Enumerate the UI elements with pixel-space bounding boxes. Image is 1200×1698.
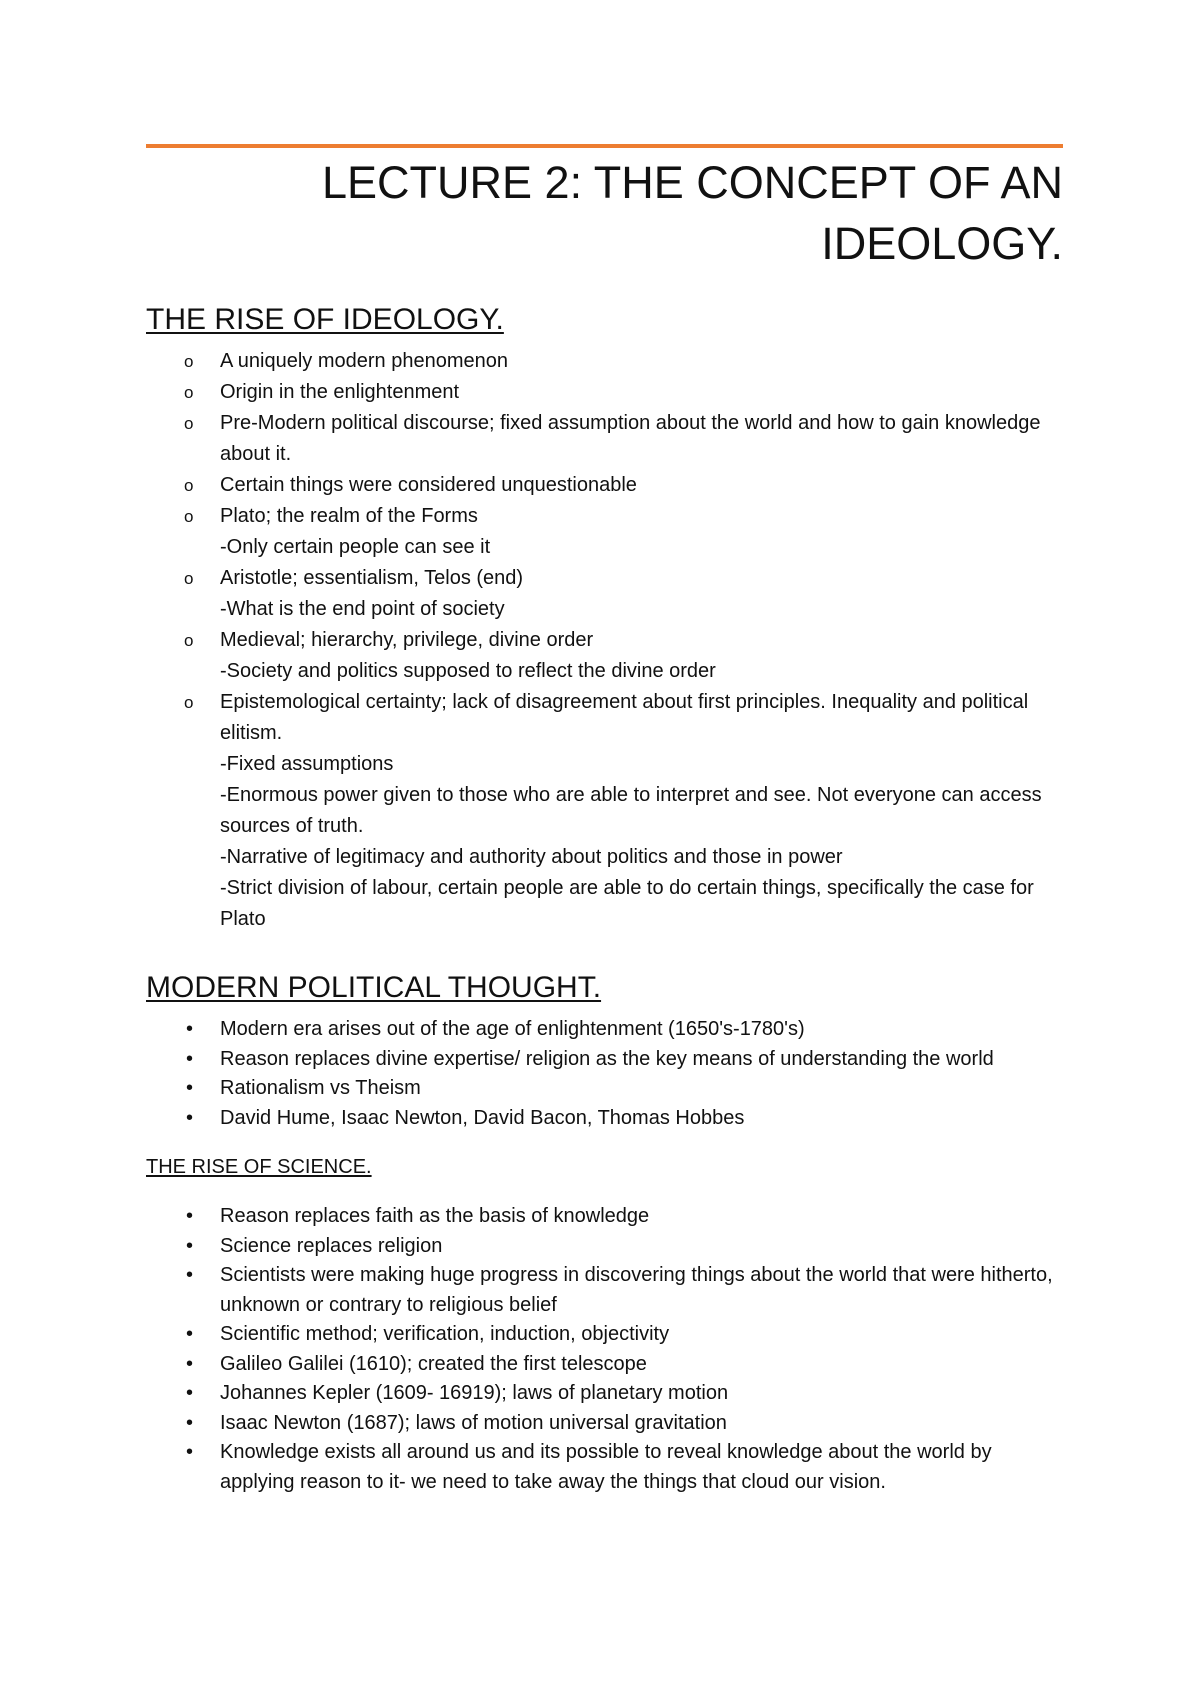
- list-item-text: Certain things were considered unquestionable: [220, 474, 637, 496]
- list-item: [146, 408, 1066, 470]
- list-item: [146, 1232, 1066, 1262]
- list-item: [146, 470, 1066, 501]
- list-item-subnote: -Only certain people can see it: [220, 536, 491, 558]
- bullet-icon: •: [186, 1018, 194, 1040]
- modern-political-thought-list: [146, 1015, 1066, 1133]
- title-accent-rule: [146, 144, 1063, 148]
- list-item: [146, 1045, 1066, 1075]
- list-item-text: Origin in the enlightenment: [220, 381, 460, 403]
- page-title-line: LECTURE 2: THE CONCEPT OF AN: [322, 157, 1063, 208]
- section-heading-rise-of-ideology: THE RISE OF IDEOLOGY.: [146, 303, 504, 336]
- bullet-icon: •: [186, 1234, 194, 1257]
- list-item-text: Knowledge exists all around us and its possible to reveal knowledge about the world by applying reason to it- we need to take away the things that cloud our vision.: [220, 1441, 992, 1493]
- bullet-icon: •: [186, 1352, 194, 1375]
- list-item: [146, 1261, 1066, 1320]
- hollow-bullet-icon: o: [184, 476, 194, 495]
- list-item-text: Galileo Galilei (1610); created the first telescope: [220, 1352, 647, 1375]
- list-item: [146, 1438, 1066, 1497]
- hollow-bullet-icon: o: [184, 352, 194, 371]
- list-item: [146, 1350, 1066, 1380]
- list-item-text: Scientists were making huge progress in discovering things about the world that were hitherto, unknown or contrary to religious belief: [220, 1264, 1053, 1316]
- hollow-bullet-icon: o: [184, 631, 194, 650]
- subsection-heading-rise-of-science: THE RISE OF SCIENCE.: [146, 1156, 372, 1178]
- list-item: [146, 501, 1066, 563]
- list-item-text: Reason replaces divine expertise/ religion as the key means of understanding the world: [220, 1047, 994, 1070]
- rise-of-ideology-list: [146, 346, 1066, 935]
- list-item: [146, 1074, 1066, 1104]
- list-item: [146, 1379, 1066, 1409]
- list-item-text: Medieval; hierarchy, privilege, divine order: [220, 629, 594, 651]
- list-item-subnote: -Fixed assumptions: [220, 753, 394, 775]
- bullet-icon: •: [186, 1205, 194, 1227]
- section-heading-modern-political-thought: MODERN POLITICAL THOUGHT.: [146, 971, 602, 1004]
- bullet-icon: •: [186, 1441, 194, 1463]
- list-item-text: Rationalism vs Theism: [220, 1077, 421, 1099]
- page-title-line: IDEOLOGY.: [821, 218, 1063, 269]
- list-item-subnote: -Strict division of labour, certain people are able to do certain things, specifically the case for Plato: [220, 877, 1034, 930]
- list-item-text: Science replaces religion: [220, 1234, 443, 1257]
- list-item-text: Aristotle; essentialism, Telos (end): [220, 567, 524, 589]
- list-item-text: Plato; the realm of the Forms: [220, 505, 478, 527]
- hollow-bullet-icon: o: [184, 383, 194, 402]
- bullet-icon: •: [186, 1047, 194, 1070]
- list-item-text: Modern era arises out of the age of enlightenment (1650's-1780's): [220, 1018, 805, 1040]
- list-item: [146, 377, 1066, 408]
- bullet-icon: •: [186, 1411, 194, 1434]
- list-item: [146, 1409, 1066, 1439]
- list-item: [146, 1104, 1066, 1134]
- list-item-text: Reason replaces faith as the basis of knowledge: [220, 1205, 650, 1227]
- list-item: [146, 1202, 1066, 1232]
- list-item-subnote: -Enormous power given to those who are able to interpret and see. Not everyone can access sources of truth.: [220, 784, 1042, 837]
- list-item: [146, 625, 1066, 687]
- list-item: [146, 1015, 1066, 1045]
- list-item-text: David Hume, Isaac Newton, David Bacon, Thomas Hobbes: [220, 1106, 745, 1129]
- list-item-text: Isaac Newton (1687); laws of motion universal gravitation: [220, 1411, 727, 1434]
- list-item-subnote: -Society and politics supposed to reflect the divine order: [220, 660, 716, 682]
- hollow-bullet-icon: o: [184, 693, 194, 712]
- bullet-icon: •: [186, 1382, 194, 1404]
- list-item-text: Epistemological certainty; lack of disagreement about first principles. Inequality and political elitism.: [220, 691, 1029, 744]
- list-item: [146, 687, 1066, 935]
- bullet-icon: •: [186, 1077, 194, 1099]
- hollow-bullet-icon: o: [184, 507, 194, 526]
- list-item-text: Johannes Kepler (1609- 16919); laws of planetary motion: [220, 1382, 729, 1404]
- hollow-bullet-icon: o: [184, 569, 194, 588]
- list-item-subnote: -Narrative of legitimacy and authority about politics and those in power: [220, 846, 843, 868]
- list-item: [146, 1320, 1066, 1350]
- list-item-text: Pre-Modern political discourse; fixed assumption about the world and how to gain knowledge about it.: [220, 412, 1041, 465]
- list-item: [146, 346, 1066, 377]
- hollow-bullet-icon: o: [184, 414, 194, 433]
- list-item-subnote: -What is the end point of society: [220, 598, 505, 620]
- bullet-icon: •: [186, 1264, 194, 1286]
- list-item-text: A uniquely modern phenomenon: [220, 350, 508, 372]
- list-item: [146, 563, 1066, 625]
- bullet-icon: •: [186, 1323, 194, 1345]
- list-item-text: Scientific method; verification, induction, objectivity: [220, 1323, 670, 1345]
- bullet-icon: •: [186, 1106, 194, 1129]
- page-title: [163, 152, 1063, 274]
- rise-of-science-list: [146, 1202, 1066, 1497]
